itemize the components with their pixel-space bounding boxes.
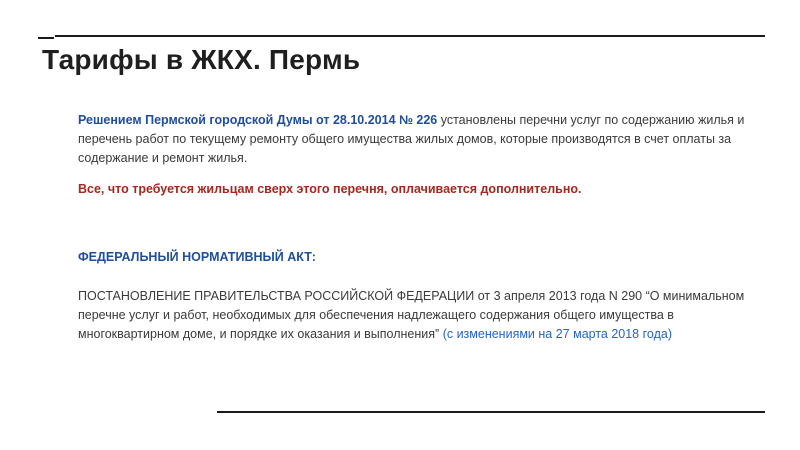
federal-act-text: ПОСТАНОВЛЕНИЕ ПРАВИТЕЛЬСТВА РОССИЙСКОЙ ФЕДЕРАЦИИ от 3 апреля 2013 года N 290 “О минимальном перечне услуг и работ, необходимых для обеспечения надлежащего содержания общего имущества в многоквартирном доме, и порядке их оказания и выполнения” bbox=[78, 289, 745, 341]
top-rule bbox=[55, 35, 765, 37]
federal-act-paragraph bbox=[78, 287, 778, 344]
additional-payment-note: Все, что требуется жильцам сверх этого перечня, оплачивается дополнительно. bbox=[78, 182, 582, 196]
federal-act-heading: ФЕДЕРАЛЬНЫЙ НОРМАТИВНЫЙ АКТ: bbox=[78, 250, 316, 264]
decision-paragraph bbox=[78, 111, 778, 168]
amendments-link[interactable]: (с изменениями на 27 марта 2018 года) bbox=[442, 327, 672, 341]
slide-title: Тарифы в ЖКХ. Пермь bbox=[42, 44, 361, 75]
top-rule-short bbox=[38, 37, 54, 39]
bottom-rule bbox=[217, 411, 765, 413]
decision-text: установлены перечни услуг по содержанию жилья и перечень работ по текущему ремонту общего имущества жилых домов, которые производятся в счет оплаты за содержание и ремонт жилья. bbox=[78, 113, 745, 165]
slide-content bbox=[78, 111, 778, 344]
decision-reference: Решением Пермской городской Думы от 28.10.2014 № 226 bbox=[78, 113, 438, 127]
